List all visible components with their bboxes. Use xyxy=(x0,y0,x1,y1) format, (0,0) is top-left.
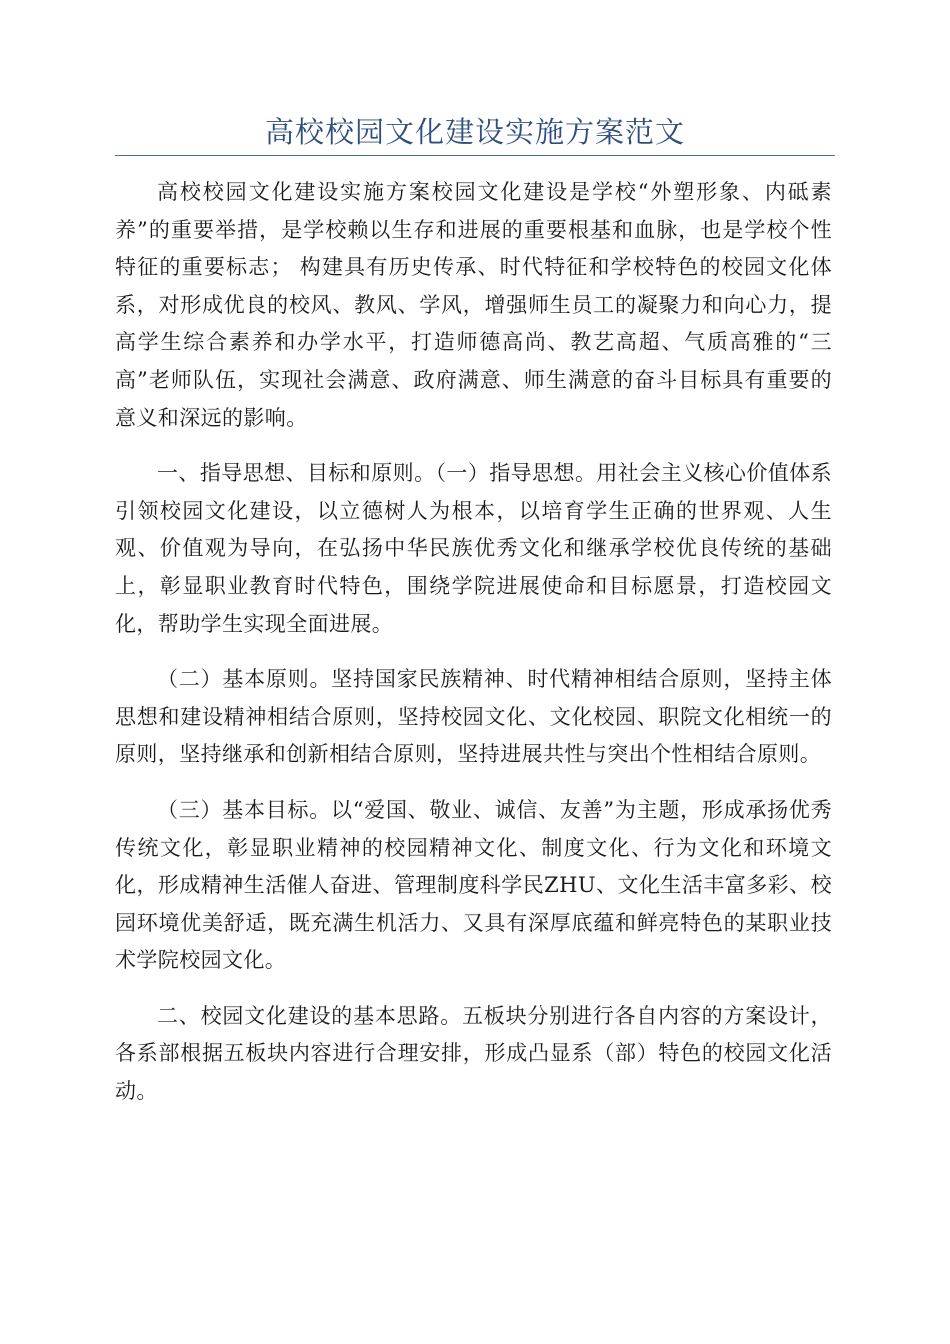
paragraph-basic-approach: 二、校园文化建设的基本思路。五板块分别进行各自内容的方案设计，各系部根据五板块内容进行合理安排，形成凸显系（部）特色的校园文化活动。 xyxy=(115,1003,832,1104)
paragraph-intro: 高校校园文化建设实施方案校园文化建设是学校“外塑形象、内砥素养”的重要举措，是学校赖以生存和进展的重要根基和血脉，也是学校个性特征的重要标志； 构建具有历史传承、时代特征和学校特色的校园文化体系，对形成优良的校风、教风、学风，增强师生员工的凝聚力和向心力，提高学生综合素养和办学水平，打造师德高尚、教艺高超、气质高雅的“三高”老师队伍，实现社会满意、政府满意、师生满意的奋斗目标具有重要的意义和深远的影响。 xyxy=(115,180,832,430)
paragraph-guiding-ideology: 一、指导思想、目标和原则。（一）指导思想。用社会主义核心价值体系引领校园文化建设，以立德树人为根本，以培育学生正确的世界观、人生观、价值观为导向，在弘扬中华民族优秀文化和继承学校优良传统的基础上，彰显职业教育时代特色，围绕学院进展使命和目标愿景，打造校园文化，帮助学生实现全面进展。 xyxy=(115,461,832,636)
paragraph-basic-principles: （二）基本原则。坚持国家民族精神、时代精神相结合原则，坚持主体思想和建设精神相结合原则，坚持校园文化、文化校园、职院文化相统一的原则，坚持继承和创新相结合原则，坚持进展共性与突出个性相结合原则。 xyxy=(115,667,832,767)
document-body xyxy=(115,174,832,1129)
paragraph-basic-goals: （三）基本目标。以“爱国、敬业、诚信、友善”为主题，形成承扬优秀传统文化，彰显职业精神的校园精神文化、制度文化、行为文化和环境文化，形成精神生活催人奋进、管理制度科学民ZHU、文化生活丰富多彩、校园环境优美舒适，既充满生机活力、又具有深厚底蕴和鲜亮特色的某职业技术学院校园文化。 xyxy=(115,797,832,973)
document-title: 高校校园文化建设实施方案范文 xyxy=(264,115,685,149)
title-underline xyxy=(115,155,835,156)
